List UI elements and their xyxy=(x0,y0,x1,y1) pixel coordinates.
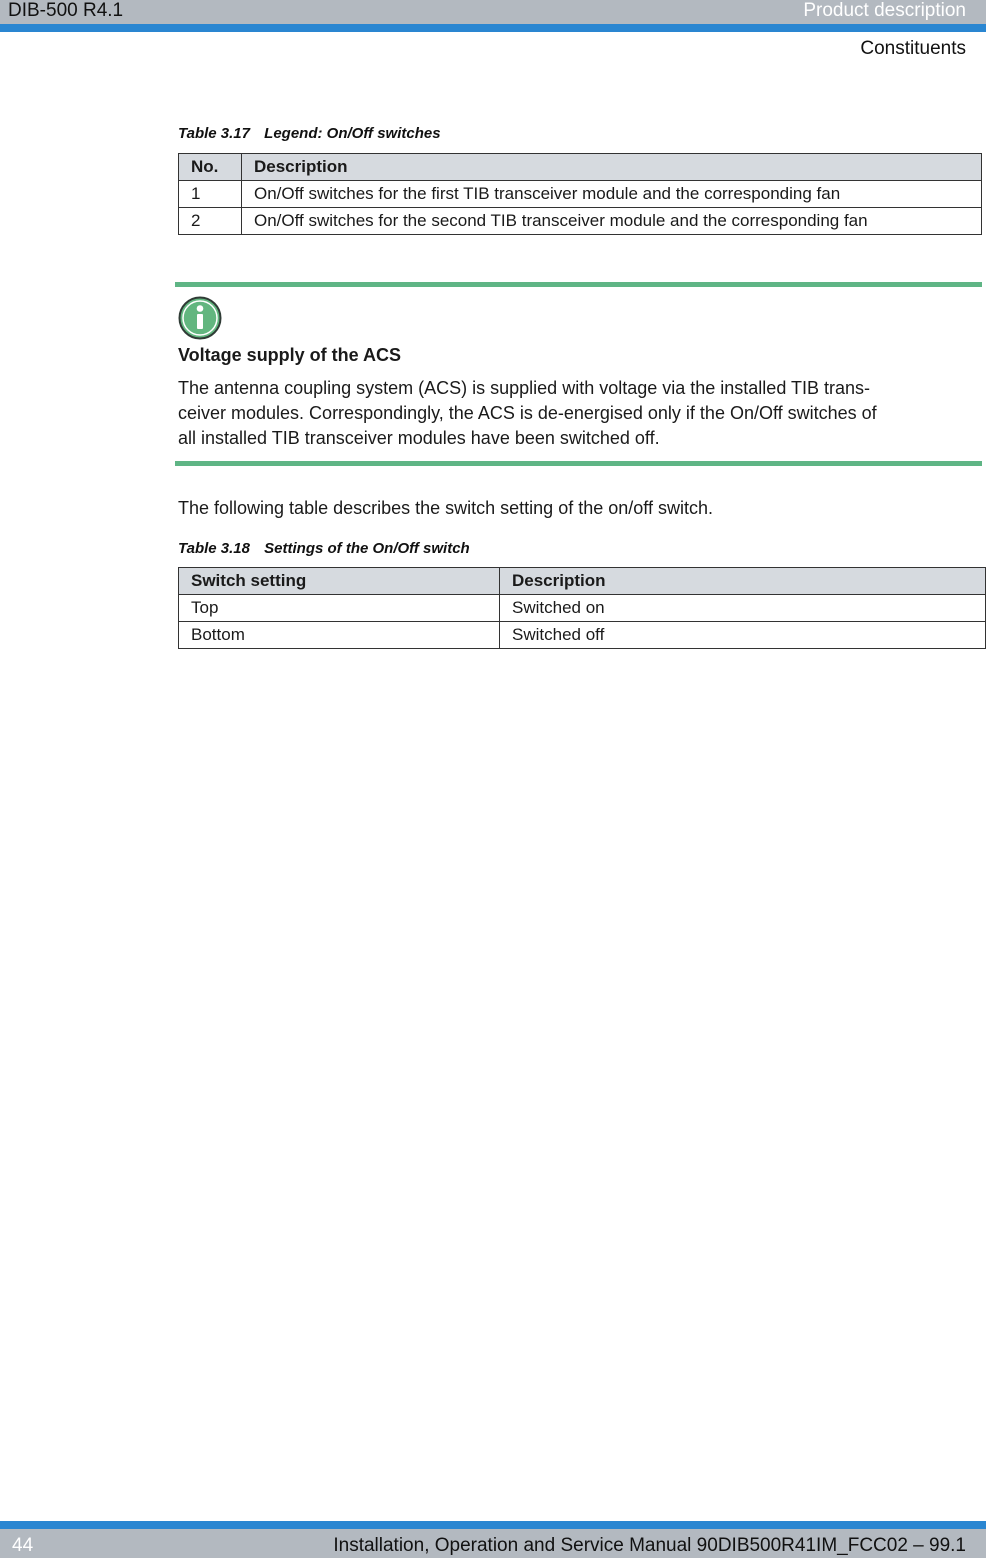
legend-table xyxy=(178,153,982,235)
table-header-row xyxy=(179,154,982,181)
table2-caption-title: Settings of the On/Off switch xyxy=(264,540,470,557)
header-section: Constituents xyxy=(860,38,966,59)
column-header: Switch setting xyxy=(179,568,500,595)
note-title: Voltage supply of the ACS xyxy=(178,345,402,365)
column-header: No. xyxy=(179,154,242,181)
column-header: Description xyxy=(500,568,986,595)
table1-caption xyxy=(178,125,441,142)
header-doc-id: DIB-500 R4.1 xyxy=(8,0,124,21)
table1-caption-number: Table 3.17 xyxy=(178,125,250,142)
table-row xyxy=(179,208,982,235)
table-row xyxy=(179,181,982,208)
note-top-rule xyxy=(175,282,982,287)
note-body xyxy=(178,376,983,451)
table-cell: 1 xyxy=(179,181,242,208)
page-number: 44 xyxy=(12,1535,34,1556)
table-cell: On/Off switches for the second TIB transceiver module and the corresponding fan xyxy=(242,208,982,235)
body-paragraph: The following table describes the switch setting of the on/off switch. xyxy=(178,498,713,518)
table2-caption xyxy=(178,540,470,557)
table-cell: On/Off switches for the first TIB transceiver module and the corresponding fan xyxy=(242,181,982,208)
footer-manual-title: Installation, Operation and Service Manual 90DIB500R41IM_FCC02 – 99.1 xyxy=(333,1535,966,1556)
note-line: ceiver modules. Correspondingly, the ACS is de-energised only if the On/Off switches of xyxy=(178,403,877,423)
info-icon xyxy=(178,296,222,340)
column-header: Description xyxy=(242,154,982,181)
table-row xyxy=(179,595,986,622)
table-cell: 2 xyxy=(179,208,242,235)
table-cell: Switched off xyxy=(500,622,986,649)
table-cell: Top xyxy=(179,595,500,622)
table2-caption-number: Table 3.18 xyxy=(178,540,250,557)
table-cell: Bottom xyxy=(179,622,500,649)
note-line: all installed TIB transceiver modules have been switched off. xyxy=(178,428,660,448)
settings-table xyxy=(178,567,986,649)
table-cell: Switched on xyxy=(500,595,986,622)
table-header-row xyxy=(179,568,986,595)
table-row xyxy=(179,622,986,649)
header-chapter: Product description xyxy=(803,0,966,21)
header-rule xyxy=(0,24,986,32)
note-bottom-rule xyxy=(175,461,982,466)
footer-rule xyxy=(0,1521,986,1529)
table1-caption-title: Legend: On/Off switches xyxy=(264,125,441,142)
note-line: The antenna coupling system (ACS) is supplied with voltage via the installed TIB trans- xyxy=(178,378,871,398)
